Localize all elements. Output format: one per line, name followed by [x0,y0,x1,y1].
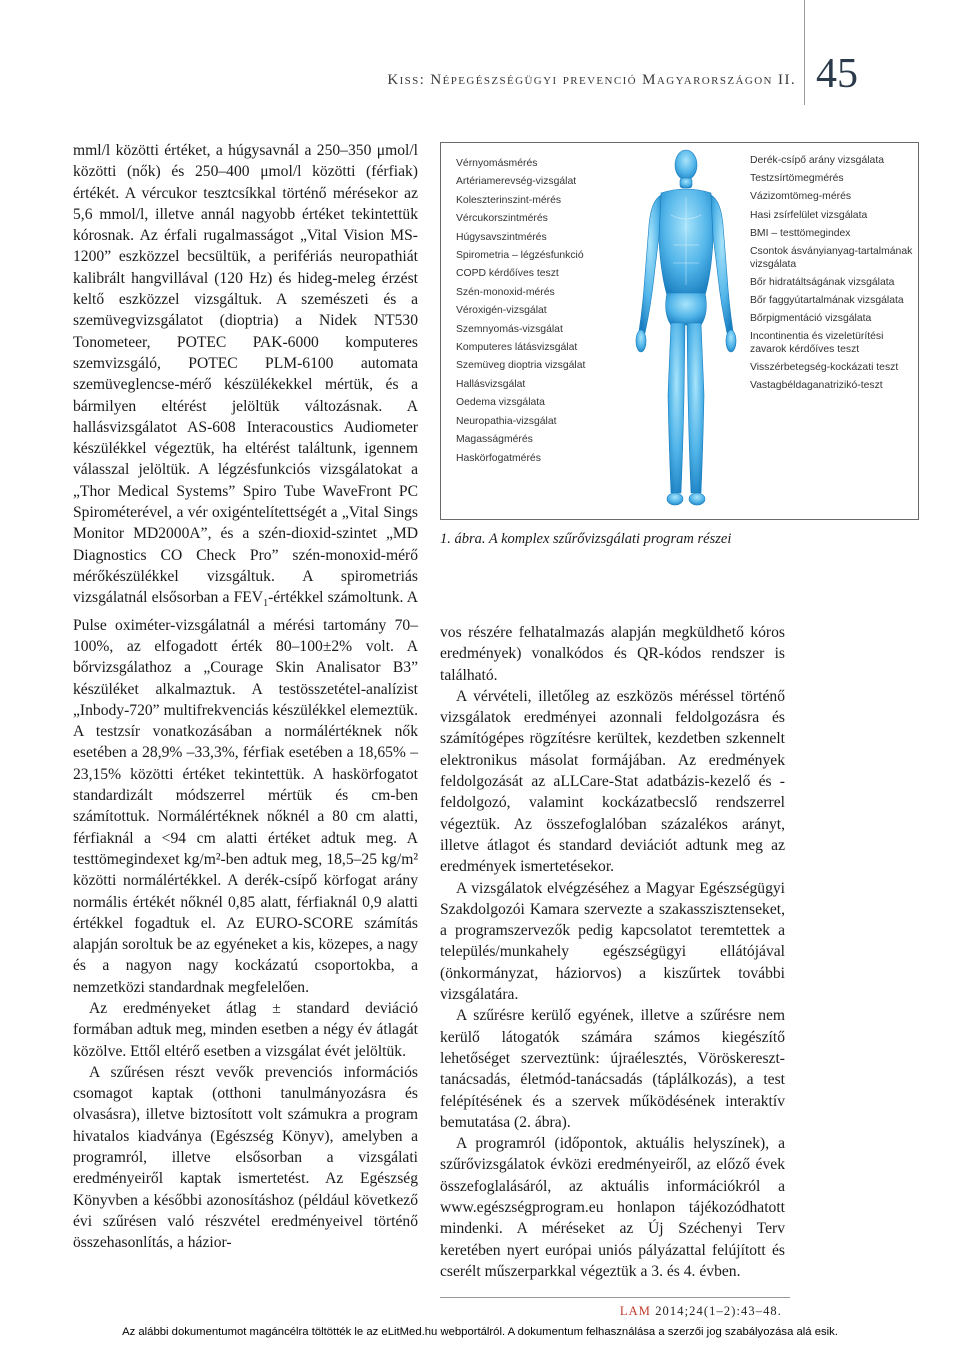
left-text-column [73,140,418,1254]
figure-right-leg [687,323,704,493]
figure-label: Spirometria – légzésfunkció [456,250,584,262]
figure-label: BMI – testtömegindex [750,227,851,239]
figure-label: Csontok ásványianyag-tartalmának vizsgálata [750,245,913,270]
paragraph: vos részére felhatalmazás alapján megküldhető kóros eredmények) vonalkódos és QR-kódos rendszer is található. [440,624,785,684]
running-header: Kiss: Népegészségügyi prevenció Magyarországon II. [387,72,796,88]
paragraph: A szűrésre kerülő egyének, illetve a szűrésre nem kerülő látogatók számára számos kiegészítő lehetőséget szerveztünk: újraélesztés, Vöröskereszt-tanácsadás, életmód-tanácsadás (táplálkozás), a test felépítésének és a szervek működésének interaktív bemutatása (2. ábra). [440,1007,785,1131]
figure-label: Incontinentia és vizeletürítési zavarok kérdőíves teszt [750,331,884,355]
figure-left-hand [636,330,646,352]
figure-pelvis [666,293,707,325]
header-divider [804,0,805,105]
paragraph: A programról (időpontok, aktuális helyszínek), a szűrővizsgálatok évközi eredményeiről, az előző évek összefoglalásáról, az aktuális információkról a www.egészségprogram.eu honlapon tájékozódhatott mindenki. A méréseket az Új Széchenyi Terv keretében nyert európai uniós pályázattal felújított és cserélt műszerparkkal végeztük a 3. és 4. évben. [440,1135,785,1280]
figure-label: Vázizomtömeg-mérés [750,191,852,203]
figure-label: Haskörfogatmérés [456,452,541,464]
figure-label: Magasságmérés [456,434,533,446]
download-notice: Az alábbi dokumentumot magáncélra töltötték le az eLitMed.hu webportálról. A dokumentum felhasználása a szerzői jog szabályozása alá esik. [122,1326,838,1338]
figure-label: Vércukorszintmérés [456,213,548,225]
figure-label: Bőr faggyútartalmának vizsgálata [750,294,904,306]
figure-label: Vérnyomásmérés [456,158,538,169]
figure-label: Testzsírtömegmérés [750,173,844,185]
figure-1 [440,142,919,520]
figure-label: Artériamerevség-vizsgálat [456,176,577,188]
figure-right-hand [726,330,736,352]
figure-caption: 1. ábra. A komplex szűrővizsgálati program részei [440,531,732,547]
figure-label: COPD kérdőíves teszt [456,268,559,280]
figure-label: Bőr hidratáltságának vizsgálata [750,276,895,288]
figure-label: Szén-monoxid-mérés [456,286,555,298]
figure-label: Vastagbéldaganatrizikó-teszt [750,380,883,392]
right-text-column [440,622,785,1282]
figure-label: Bőrpigmentáció vizsgálata [750,313,872,325]
figure-left-foot [667,493,683,505]
figure-label: Derék-csípő arány vizsgálata [750,155,884,166]
figure-label: Komputeres látásvizsgálat [456,342,578,354]
figure-label: Oedema vizsgálata [456,397,545,409]
figure-right-labels [750,155,915,398]
figure-label: Koleszterinszint-mérés [456,194,562,206]
figure-right-foot [689,493,705,505]
figure-head [675,150,697,180]
figure-label: Véroxigén-vizsgálat [456,305,547,317]
figure-left-labels [456,155,626,468]
figure-neck [680,178,692,188]
footer-divider [440,1297,790,1298]
figure-label: Neuropathia-vizsgálat [456,415,557,427]
paragraph: A szűrésen részt vevők prevenciós információs csomagot kaptak (otthoni tanulmányozásra és olvasásra), illetve biztosított volt számukra a program hivatalos kiadványa (Egészség Könyv), amelyben a programról, illetve elsősorban a vizsgálati eredményeiről kaptak ismertetést. Az Egészség Könyvben a későbbi azonosításhoz (például következő évi szűrésen való részvétel eredményeivel történő összehasonlítás, a házior- [73,1063,418,1252]
citation-text: 2014;24(1–2):43–48. [655,1304,782,1318]
figure-label: Szemnyomás-vizsgálat [456,323,563,335]
figure-label: Hallásvizsgálat [456,378,526,390]
journal-citation [440,1304,782,1319]
paragraph: mml/l közötti értéket, a húgysavnál a 250–350 μmol/l közötti (nők) és 250–400 μmol/l közötti (férfiak) értékét. A vércukor tesztcsíkkal történő mérésekor az 5,6 mmol/l, illetve annál nagyobb értéket tekintettük kórosnak. Az érfali rugalmasságot „Vital Vision MS-1200” eszközzel becsültük, a perifériás neuropathiát kalibrált hangvillával (120 Hz) és hideg-meleg érzést keltő eszközzel vizsgáltuk. A szemészeti és a szemüvegvizsgálatot (dioptria) a Nidek NT530 Tonometeer, POTEC PAK-6000 komputeres szemvizsgáló, POTEC PLM-6100 automata szemüveglencse-mérő készülékekkel mértük, és a bármilyen eltérést jelöltük változásnak. A hallásvizsgálatot AS-608 Interacoustics Audiometer készülékkel végeztük, ha eltérést találtunk, igennem válasszal jelöltük. A légzésfunkciós vizsgálatokat a „Thor Medical Systems” Spiro Tube WaveFront PC Spirométerével, a vér oxigéntelítettségét a „Vital Sings Monitor MD2000A”, és a szén-dioxid-szintet „MD Diagnostics CO Check Pro” szén-monoxid-mérő mérőkészülékkel vizsgáltuk. A spirometriás vizsgálatnál elsősorban a $FEV_1$-értékkel számoltunk. A Pulse oximéter-vizsgálatnál a mérési tartomány 70–100%, az elfogadott érték 80–100±2% volt. A bőrvizsgálathoz a „Courage Skin Analisator B3” készüléket alkalmaztuk. A testösszetétel-analízist „Inbody-720” multifrekvenciás készülékkel elemeztük. A testzsír vonatkozásában a normálértéknek nők esetében a 28,9% –33,3%, férfiak esetében a 18,65% –23,15% közötti értéket tekintettük. A haskörfogatot standardizált módszerrel mértük és cm-ben számítottuk. Normálértéknek nőknél a 80 cm alatti, férfiaknál a <94 cm alatti értéket adtuk meg. A testtömegindexet kg/m²-ben adtuk meg, 18,5–25 kg/m² közötti normálértékkel. A derék-csípő körfogat arány normális értékét nőknél 0,85 alatt, férfiaknál 0,9 alatti értékkel fogadtuk el. Az EURO-SCORE számítás alapján soroltuk be az egyéneket a kis, közepes, a nagy és a nagyon nagy kockázatú csoportokba, a nemzetközi standardnak megfelelően. [73,142,418,996]
human-body-figure [627,145,745,517]
figure-left-arm [639,195,661,333]
figure-right-arm [711,195,733,333]
fev-subscript: 1 [263,598,269,610]
paragraph: A vizsgálatok elvégzéséhez a Magyar Egészségügyi Szakdolgozói Kamara szervezte a szakasszisztenseket, a programszervezők pedig kapcsolatot teremtettek a település/munkahely egészségügyi ellátójával (önkormányzat, háziorvos) a kiszűrtek további vizsgálatára. [440,879,785,1004]
paragraph: Az eredményeket átlag ± standard deviáció formában adtuk meg, minden esetben a négy év átlagát közölve. Ettől eltérő esetben a vizsgálat évét jelöltük. [73,999,418,1060]
paragraph: A vérvételi, illetőleg az eszközös méréssel történő vizsgálatok eredményei azonnali feldolgozásra és számítógépes rögzítésre kerültek, kezdetben szkennelt elektronikus másolat formájában. Az eredmények feldolgozását az aLLCare-Stat adatbázis-kezelő és -feldolgozó, valamint kockázatbecslő rendszerrel végeztük. Az összefoglalóban százalékos arányt, illetve átlagot és standard deviációt adtunk meg az eredmények ismertetésekor. [440,687,785,876]
journal-name: LAM [619,1304,651,1318]
figure-label: Hasi zsírfelület vizsgálata [750,209,868,221]
page-number: 45 [816,51,858,97]
figure-label: Visszérbetegség-kockázati teszt [750,362,899,374]
figure-left-leg [668,323,685,493]
figure-label: Húgysavszintmérés [456,231,547,243]
figure-label: Szemüveg dioptria vizsgálat [456,360,586,372]
